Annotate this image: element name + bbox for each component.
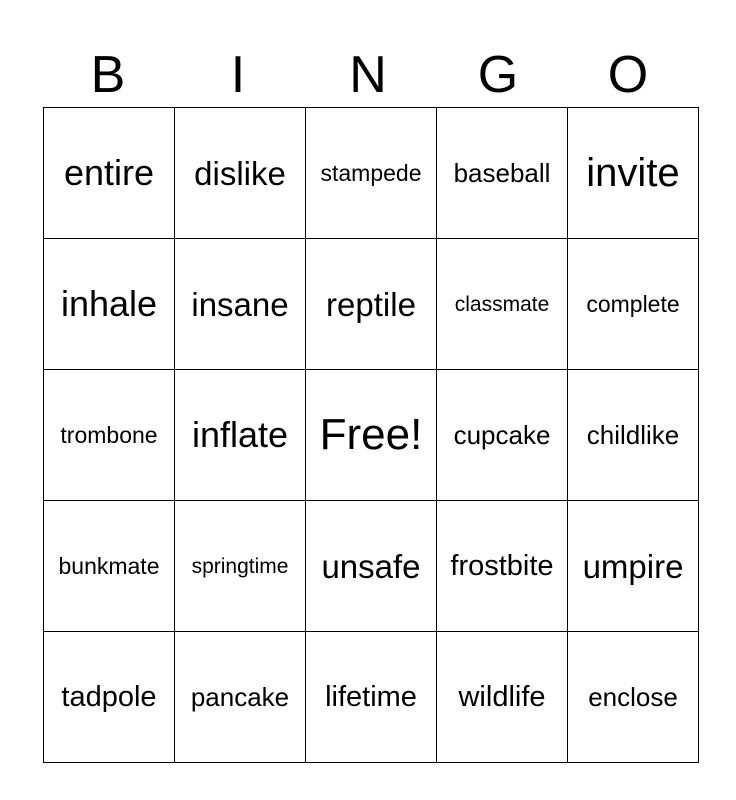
header-letter-n: N [349,46,387,104]
bingo-cell[interactable]: reptile [306,239,437,370]
bingo-cell[interactable]: entire [44,108,175,239]
bingo-cell[interactable]: baseball [437,108,568,239]
board-row-5 [44,632,699,763]
bingo-cell[interactable]: insane [175,239,306,370]
header-letter-g: G [477,46,519,104]
header-letter-o: O [607,46,649,104]
bingo-cell[interactable]: wildlife [437,632,568,763]
board-row-4 [44,501,699,632]
bingo-cell[interactable]: complete [568,239,699,370]
board-row-3 [44,370,699,501]
header-letter-i: I [230,46,246,104]
bingo-cell[interactable]: trombone [44,370,175,501]
bingo-cell[interactable]: tadpole [44,632,175,763]
bingo-cell[interactable]: unsafe [306,501,437,632]
bingo-cell[interactable]: classmate [437,239,568,370]
bingo-cell[interactable]: bunkmate [44,501,175,632]
bingo-cell[interactable]: umpire [568,501,699,632]
bingo-cell[interactable]: childlike [568,370,699,501]
bingo-cell[interactable]: lifetime [306,632,437,763]
board-row-2 [44,239,699,370]
bingo-cell[interactable]: stampede [306,108,437,239]
free-space-cell[interactable]: Free! [306,370,437,501]
board-row-1 [44,108,699,239]
bingo-cell[interactable]: invite [568,108,699,239]
bingo-cell[interactable]: dislike [175,108,306,239]
header-letter-b: B [90,46,126,104]
bingo-cell[interactable]: cupcake [437,370,568,501]
bingo-header [43,44,693,106]
bingo-cell[interactable]: frostbite [437,501,568,632]
bingo-cell[interactable]: inflate [175,370,306,501]
bingo-board [43,107,699,763]
bingo-cell[interactable]: springtime [175,501,306,632]
bingo-cell[interactable]: inhale [44,239,175,370]
bingo-cell[interactable]: enclose [568,632,699,763]
bingo-cell[interactable]: pancake [175,632,306,763]
